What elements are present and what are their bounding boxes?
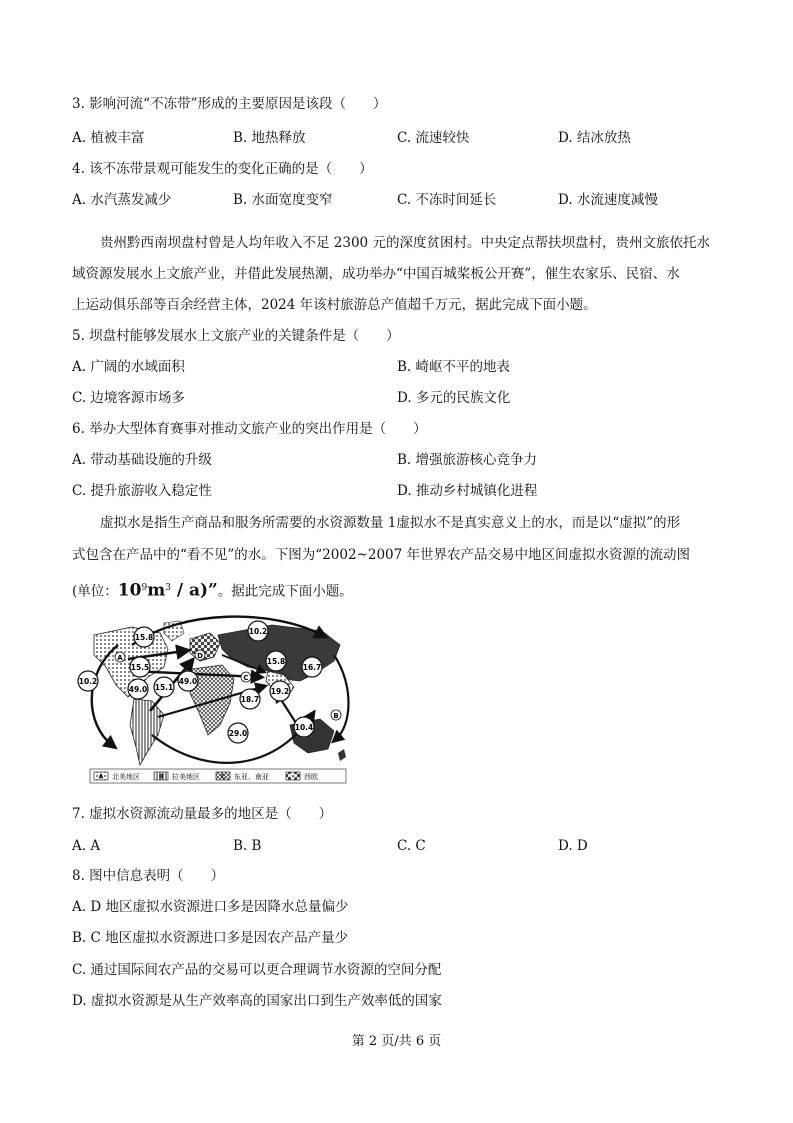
passage2-line-3 xyxy=(72,580,353,600)
flow-label-4: 49.0 xyxy=(128,685,148,694)
region-letter-a: A xyxy=(117,654,123,662)
flow-label-6: 49.0 xyxy=(178,677,198,686)
q3-option-b: B. 地热释放 xyxy=(233,130,306,146)
q7-option-b: B. B xyxy=(233,838,262,854)
q3-stem: 3. 影响河流“不冻带”形成的主要原因是该段（ ） xyxy=(72,96,387,112)
legend-key-a: A xyxy=(98,773,104,781)
south-america-shape xyxy=(130,699,164,765)
legend-label-c: 东亚、南亚 xyxy=(234,773,269,781)
q3-option-a: A. 植被丰富 xyxy=(72,130,145,146)
q7-option-c: C. C xyxy=(397,838,426,854)
legend-key-b: B xyxy=(158,773,164,781)
q7-option-d: D. D xyxy=(558,838,588,854)
q5-option-b: B. 崎岖不平的地表 xyxy=(397,359,511,375)
legend-key-c: C xyxy=(220,773,226,781)
legend-key-d: D xyxy=(290,773,296,781)
q4-option-a: A. 水汽蒸发减少 xyxy=(72,192,172,208)
q8-option-a: A. D 地区虚拟水资源进口多是因降水总量偏少 xyxy=(72,899,349,915)
q5-option-a: A. 广阔的水域面积 xyxy=(72,359,185,375)
virtual-water-flow-map xyxy=(72,615,362,787)
q5-option-c: C. 边境客源市场多 xyxy=(72,390,185,406)
q8-stem: 8. 图中信息表明（ ） xyxy=(72,868,225,884)
passage1-line-3: 上运动俱乐部等百余经营主体，2024 年该村旅游总产值超千万元，据此完成下面小题。 xyxy=(72,297,597,313)
unit-exp: 9 xyxy=(141,583,148,593)
passage2-line-1: 虚拟水是指生产商品和服务所需要的水资源数量 1虚拟水不是真实意义上的水，而是以“虚拟”的形 xyxy=(100,515,681,531)
legend-label-b: 拉美地区 xyxy=(172,773,200,781)
q4-option-d: D. 水流速度减慢 xyxy=(558,192,658,208)
oceania-islands-shape xyxy=(338,749,346,761)
unit-base: 10 xyxy=(117,580,142,601)
q5-stem: 5. 坝盘村能够发展水上文旅产业的关键条件是（ ） xyxy=(72,328,400,344)
region-letter-c: C xyxy=(243,674,249,682)
q7-option-a: A. A xyxy=(72,838,101,854)
unit-m-exp: 3 xyxy=(165,583,171,593)
unit-suffix: 。据此完成下面小题。 xyxy=(217,583,353,600)
page-footer: 第 2 页/共 6 页 xyxy=(351,1034,442,1049)
q3-option-c: C. 流速较快 xyxy=(397,130,470,146)
region-letter-d: D xyxy=(197,652,203,660)
q5-option-d: D. 多元的民族文化 xyxy=(397,390,511,406)
unit-prefix: (单位： xyxy=(72,583,118,600)
flow-label-5: 15.1 xyxy=(154,683,174,692)
q4-option-c: C. 不冻时间延长 xyxy=(397,192,497,208)
flow-label-3: 15.5 xyxy=(130,663,150,672)
flow-arc-east xyxy=(334,655,349,739)
q8-option-b: B. C 地区虚拟水资源进口多是因农产品产量少 xyxy=(72,930,349,946)
flow-label-10: 18.7 xyxy=(240,695,260,704)
flow-label-7: 10.2 xyxy=(248,627,268,636)
region-letter-b: B xyxy=(333,712,339,720)
q7-stem: 7. 虚拟水资源流动量最多的地区是（ ） xyxy=(72,806,333,822)
flow-label-8: 15.8 xyxy=(266,657,286,666)
q6-option-a: A. 带动基础设施的升级 xyxy=(72,452,212,468)
flow-label-13: 10.4 xyxy=(294,723,314,732)
passage2-line-2: 式包含在产品中的“看不见”的水。下图为“2002~2007 年世界农产品交易中地区间虚拟水资源的流动图 xyxy=(72,547,691,563)
passage1-line-2: 域资源发展水上文旅产业，并借此发展热潮，成功举办“中国百城桨板公开赛”，催生农家乐、民宿、水 xyxy=(72,266,680,282)
passage1-line-1: 贵州黔西南坝盘村曾是人均年收入不足 2300 元的深度贫困村。中央定点帮扶坝盘村，贵州文旅依托水 xyxy=(100,235,710,251)
q4-option-b: B. 水面宽度变窄 xyxy=(233,192,333,208)
flow-label-11: 19.2 xyxy=(270,687,290,696)
q8-option-c: C. 通过国际间农产品的交易可以更合理调节水资源的空间分配 xyxy=(72,962,442,978)
q6-option-c: C. 提升旅游收入稳定性 xyxy=(72,483,212,499)
legend-label-a: 北美地区 xyxy=(112,773,140,781)
q3-option-d: D. 结冰放热 xyxy=(558,130,631,146)
unit-m: m xyxy=(147,580,166,601)
q4-stem: 4. 该不冻带景观可能发生的变化正确的是（ ） xyxy=(72,161,373,177)
q8-option-d: D. 虚拟水资源是从生产效率高的国家出口到生产效率低的国家 xyxy=(72,993,442,1009)
flow-label-9: 16.7 xyxy=(302,663,322,672)
q6-option-b: B. 增强旅游核心竞争力 xyxy=(397,452,538,468)
map-legend xyxy=(90,769,346,783)
flow-label-12: 29.0 xyxy=(228,729,248,738)
q6-stem: 6. 举办大型体育赛事对推动文旅产业的突出作用是（ ） xyxy=(72,421,427,437)
legend-label-d: 西欧 xyxy=(304,773,318,781)
flow-label-1: 15.8 xyxy=(134,633,154,642)
unit-rest: / a)” xyxy=(170,580,218,601)
flow-label-2: 10.2 xyxy=(78,677,98,686)
q6-option-d: D. 推动乡村城镇化进程 xyxy=(397,483,538,499)
